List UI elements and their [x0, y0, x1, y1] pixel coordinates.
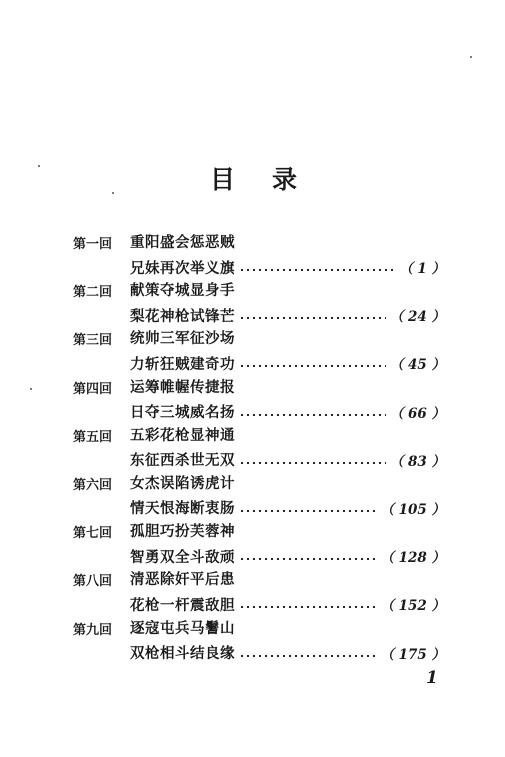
page-reference: （ 83 ） [389, 453, 445, 470]
page-reference: （ 128 ） [380, 550, 445, 567]
toc-entry-8[interactable] [0, 569, 505, 617]
page-reference: （ 45 ） [389, 357, 445, 374]
page-reference: （ 105 ） [380, 501, 445, 518]
chapter-title-row2 [130, 593, 445, 615]
chapter-title-line2: 兄妹再次举义旗 [130, 259, 235, 277]
toc-entry-2[interactable] [0, 280, 505, 328]
page-reference: （ 66 ） [389, 405, 445, 422]
dot-leader [239, 256, 395, 278]
chapter-number: 第六回 [73, 477, 113, 493]
page-reference: （ 24 ） [389, 309, 445, 326]
chapter-title-line2: 梨花神枪试锋芒 [130, 307, 235, 325]
chapter-number: 第一回 [73, 237, 113, 252]
dot-leader [239, 545, 376, 567]
chapter-title-row2 [130, 497, 445, 519]
chapter-title-line1: 五彩花枪显神通 [130, 426, 235, 444]
dot-leader [239, 304, 386, 326]
scan-speck [112, 192, 114, 194]
chapter-title-line1: 重阳盛会惩恶贼 [130, 234, 235, 251]
table-of-contents [0, 232, 505, 666]
dot-leader [239, 352, 386, 374]
page-reference: （ 175 ） [380, 646, 445, 663]
toc-entry-7[interactable] [0, 521, 505, 569]
scan-speck [30, 388, 32, 390]
dot-leader [239, 401, 386, 423]
toc-entry-4[interactable] [0, 377, 505, 425]
toc-entry-1[interactable] [0, 232, 505, 280]
chapter-title-line2: 日夺三城威名扬 [130, 404, 235, 422]
chapter-title-row2 [130, 401, 445, 423]
dot-leader [239, 593, 376, 615]
chapter-number: 第三回 [73, 333, 113, 349]
chapter-number: 第二回 [73, 285, 113, 301]
toc-entry-6[interactable] [0, 473, 505, 521]
chapter-title-line1: 女杰误陷诱虎计 [130, 474, 235, 492]
scan-speck [38, 165, 40, 167]
chapter-number: 第九回 [73, 622, 113, 638]
chapter-title-line1: 清恶除奸平后患 [130, 571, 235, 589]
toc-entry-5[interactable] [0, 425, 505, 473]
dot-leader [239, 497, 376, 519]
chapter-number: 第八回 [73, 574, 113, 590]
chapter-title-row2 [130, 449, 445, 471]
chapter-number: 第五回 [73, 429, 113, 445]
chapter-number: 第四回 [73, 381, 113, 397]
toc-entry-9[interactable] [0, 618, 505, 666]
chapter-title-line2: 情天恨海断衷肠 [130, 500, 235, 518]
chapter-number: 第七回 [73, 526, 113, 542]
chapter-title-line1: 统帅三军征沙场 [130, 330, 235, 348]
chapter-title-line2: 花枪一杆震敌胆 [130, 596, 235, 614]
toc-entry-3[interactable] [0, 328, 505, 376]
dot-leader [239, 642, 376, 664]
chapter-title-line2: 双枪相斗结良缘 [130, 645, 235, 662]
chapter-title-line2: 智勇双全斗敌顽 [130, 548, 235, 566]
chapter-title-row2 [130, 352, 445, 374]
chapter-title-row2 [130, 545, 445, 567]
chapter-title-row2 [130, 256, 445, 278]
title-char-2: 录 [272, 165, 298, 194]
chapter-title-line2: 东征西杀世无双 [130, 452, 235, 470]
chapter-title-line1: 献策夺城显身手 [130, 282, 235, 300]
title-char-1: 目 [210, 165, 236, 194]
chapter-title-row2 [130, 304, 445, 326]
chapter-title-line1: 运筹帷幄传捷报 [130, 378, 235, 396]
dot-leader [239, 449, 386, 471]
page-number: 1 [426, 668, 438, 688]
page-reference: （ 152 ） [380, 598, 445, 615]
chapter-title-line2: 力斩狂贼建奇功 [130, 355, 235, 373]
page-reference: （ 1 ） [399, 261, 445, 277]
chapter-title-line1: 逐寇屯兵马鬐山 [130, 619, 235, 637]
chapter-title-row2 [130, 642, 445, 664]
scan-speck [470, 56, 472, 58]
chapter-title-line1: 孤胆巧扮芙蓉神 [130, 523, 235, 541]
